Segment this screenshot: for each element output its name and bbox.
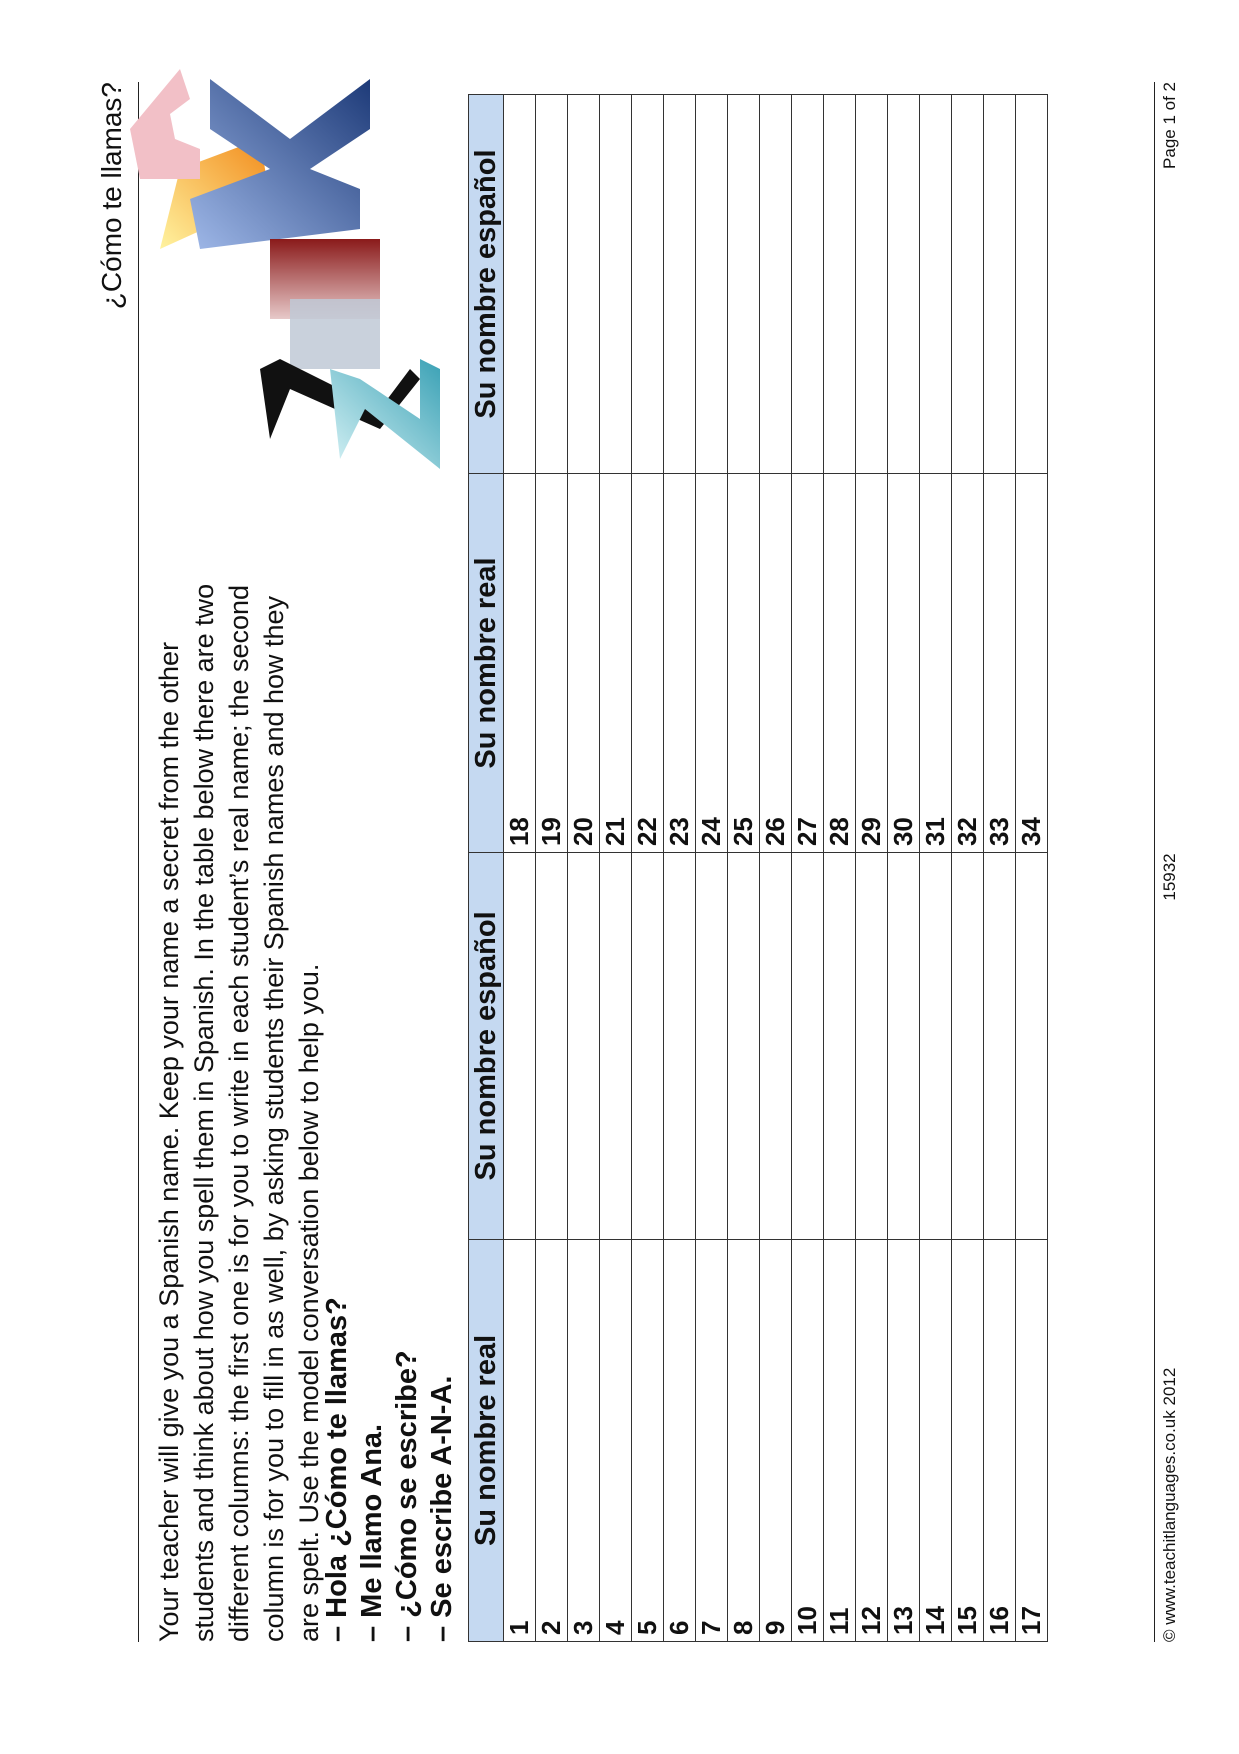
row-number-left[interactable]: 15 <box>952 1239 984 1641</box>
spanish-name-cell-right[interactable] <box>920 95 952 474</box>
row-number-right[interactable]: 24 <box>696 474 728 853</box>
spanish-name-cell-left[interactable] <box>632 853 664 1240</box>
row-number-right[interactable]: 25 <box>728 474 760 853</box>
spanish-name-cell-right[interactable] <box>728 95 760 474</box>
row-number-left[interactable]: 3 <box>568 1239 600 1641</box>
table-row <box>568 95 600 1642</box>
table-row <box>696 95 728 1642</box>
footer-divider <box>1154 82 1155 1642</box>
names-table <box>468 94 1048 1642</box>
header-spanish-name: Su nombre español <box>469 95 504 474</box>
row-number-right[interactable]: 31 <box>920 474 952 853</box>
row-number-right[interactable]: 19 <box>536 474 568 853</box>
header-real-name: Su nombre real <box>469 474 504 853</box>
table-row <box>824 95 856 1642</box>
row-number-left[interactable]: 13 <box>888 1239 920 1641</box>
spanish-name-cell-right[interactable] <box>600 95 632 474</box>
letter-z-teal <box>330 359 440 469</box>
row-number-right[interactable]: 34 <box>1016 474 1048 853</box>
row-number-right[interactable]: 30 <box>888 474 920 853</box>
row-number-right[interactable]: 28 <box>824 474 856 853</box>
spanish-name-cell-right[interactable] <box>504 95 536 474</box>
dialogue-line: – Me llamo Ana. <box>356 1423 388 1642</box>
row-number-left[interactable]: 14 <box>920 1239 952 1641</box>
row-number-left[interactable]: 10 <box>792 1239 824 1641</box>
row-number-right[interactable]: 18 <box>504 474 536 853</box>
table-row <box>1016 95 1048 1642</box>
footer-copyright: © www.teachitlanguages.co.uk 2012 <box>1160 1367 1179 1642</box>
spanish-name-cell-left[interactable] <box>664 853 696 1240</box>
spanish-name-cell-right[interactable] <box>856 95 888 474</box>
row-number-left[interactable]: 7 <box>696 1239 728 1641</box>
table-row <box>760 95 792 1642</box>
spanish-name-cell-left[interactable] <box>824 853 856 1240</box>
row-number-left[interactable]: 1 <box>504 1239 536 1641</box>
footer-resource-code: 15932 <box>1160 853 1179 901</box>
table-row <box>632 95 664 1642</box>
table-body <box>504 95 1048 1642</box>
row-number-left[interactable]: 6 <box>664 1239 696 1641</box>
letter-a-pink <box>130 69 200 179</box>
row-number-right[interactable]: 29 <box>856 474 888 853</box>
row-number-left[interactable]: 4 <box>600 1239 632 1641</box>
spanish-name-cell-right[interactable] <box>632 95 664 474</box>
row-number-left[interactable]: 11 <box>824 1239 856 1641</box>
row-number-left[interactable]: 17 <box>1016 1239 1048 1641</box>
letters-clipart <box>120 29 490 499</box>
spanish-name-cell-right[interactable] <box>760 95 792 474</box>
spanish-name-cell-right[interactable] <box>664 95 696 474</box>
row-number-left[interactable]: 16 <box>984 1239 1016 1641</box>
row-number-left[interactable]: 5 <box>632 1239 664 1641</box>
spanish-name-cell-right[interactable] <box>824 95 856 474</box>
spanish-name-cell-left[interactable] <box>888 853 920 1240</box>
row-number-right[interactable]: 23 <box>664 474 696 853</box>
row-number-right[interactable]: 32 <box>952 474 984 853</box>
table-header-row <box>469 95 504 1642</box>
dialogue-line: – ¿Cómo se escribe? <box>391 1350 423 1642</box>
row-number-right[interactable]: 26 <box>760 474 792 853</box>
spanish-name-cell-right[interactable] <box>984 95 1016 474</box>
spanish-name-cell-right[interactable] <box>568 95 600 474</box>
dialogue-line: – Se escribe A-N-A. <box>426 1375 458 1642</box>
spanish-name-cell-right[interactable] <box>888 95 920 474</box>
spanish-name-cell-left[interactable] <box>568 853 600 1240</box>
table-row <box>728 95 760 1642</box>
row-number-right[interactable]: 33 <box>984 474 1016 853</box>
spanish-name-cell-right[interactable] <box>696 95 728 474</box>
intro-paragraph: Your teacher will give you a Spanish name. Keep your name a secret from the other students and think about how you spell them in Spanish. In the table below there are two different columns: the first one is for you to write in each student’s real name; the second column is for you to fill in as well, by asking students their Spanish names and how they are spelt. Use the model conversation below to help you. <box>154 583 324 1642</box>
spanish-name-cell-left[interactable] <box>1016 853 1048 1240</box>
table-row <box>792 95 824 1642</box>
dialogue-line: – Hola ¿Cómo te llamas? <box>321 1297 353 1642</box>
spanish-name-cell-right[interactable] <box>1016 95 1048 474</box>
spanish-name-cell-left[interactable] <box>760 853 792 1240</box>
table-row <box>920 95 952 1642</box>
spanish-name-cell-left[interactable] <box>536 853 568 1240</box>
spanish-name-cell-left[interactable] <box>600 853 632 1240</box>
row-number-left[interactable]: 8 <box>728 1239 760 1641</box>
table-row <box>856 95 888 1642</box>
footer-page-number: Page 1 of 2 <box>1160 82 1179 169</box>
row-number-left[interactable]: 9 <box>760 1239 792 1641</box>
row-number-right[interactable]: 21 <box>600 474 632 853</box>
spanish-name-cell-right[interactable] <box>536 95 568 474</box>
spanish-name-cell-left[interactable] <box>792 853 824 1240</box>
letter-block-grey <box>290 299 380 369</box>
table-row <box>504 95 536 1642</box>
spanish-name-cell-left[interactable] <box>856 853 888 1240</box>
row-number-left[interactable]: 12 <box>856 1239 888 1641</box>
row-number-right[interactable]: 20 <box>568 474 600 853</box>
spanish-name-cell-right[interactable] <box>952 95 984 474</box>
table-row <box>952 95 984 1642</box>
table-row <box>888 95 920 1642</box>
table-row <box>664 95 696 1642</box>
spanish-name-cell-left[interactable] <box>504 853 536 1240</box>
spanish-name-cell-left[interactable] <box>696 853 728 1240</box>
row-number-right[interactable]: 22 <box>632 474 664 853</box>
table-row <box>984 95 1016 1642</box>
header-spanish-name: Su nombre español <box>469 853 504 1240</box>
row-number-left[interactable]: 2 <box>536 1239 568 1641</box>
spanish-name-cell-left[interactable] <box>920 853 952 1240</box>
spanish-name-cell-left[interactable] <box>952 853 984 1240</box>
header-real-name: Su nombre real <box>469 1239 504 1641</box>
spanish-name-cell-left[interactable] <box>984 853 1016 1240</box>
model-conversation <box>320 1297 460 1642</box>
spanish-name-cell-right[interactable] <box>792 95 824 474</box>
page-title: ¿Cómo te llamas? <box>96 82 127 310</box>
table-row <box>600 95 632 1642</box>
spanish-name-cell-left[interactable] <box>728 853 760 1240</box>
table-row <box>536 95 568 1642</box>
row-number-right[interactable]: 27 <box>792 474 824 853</box>
